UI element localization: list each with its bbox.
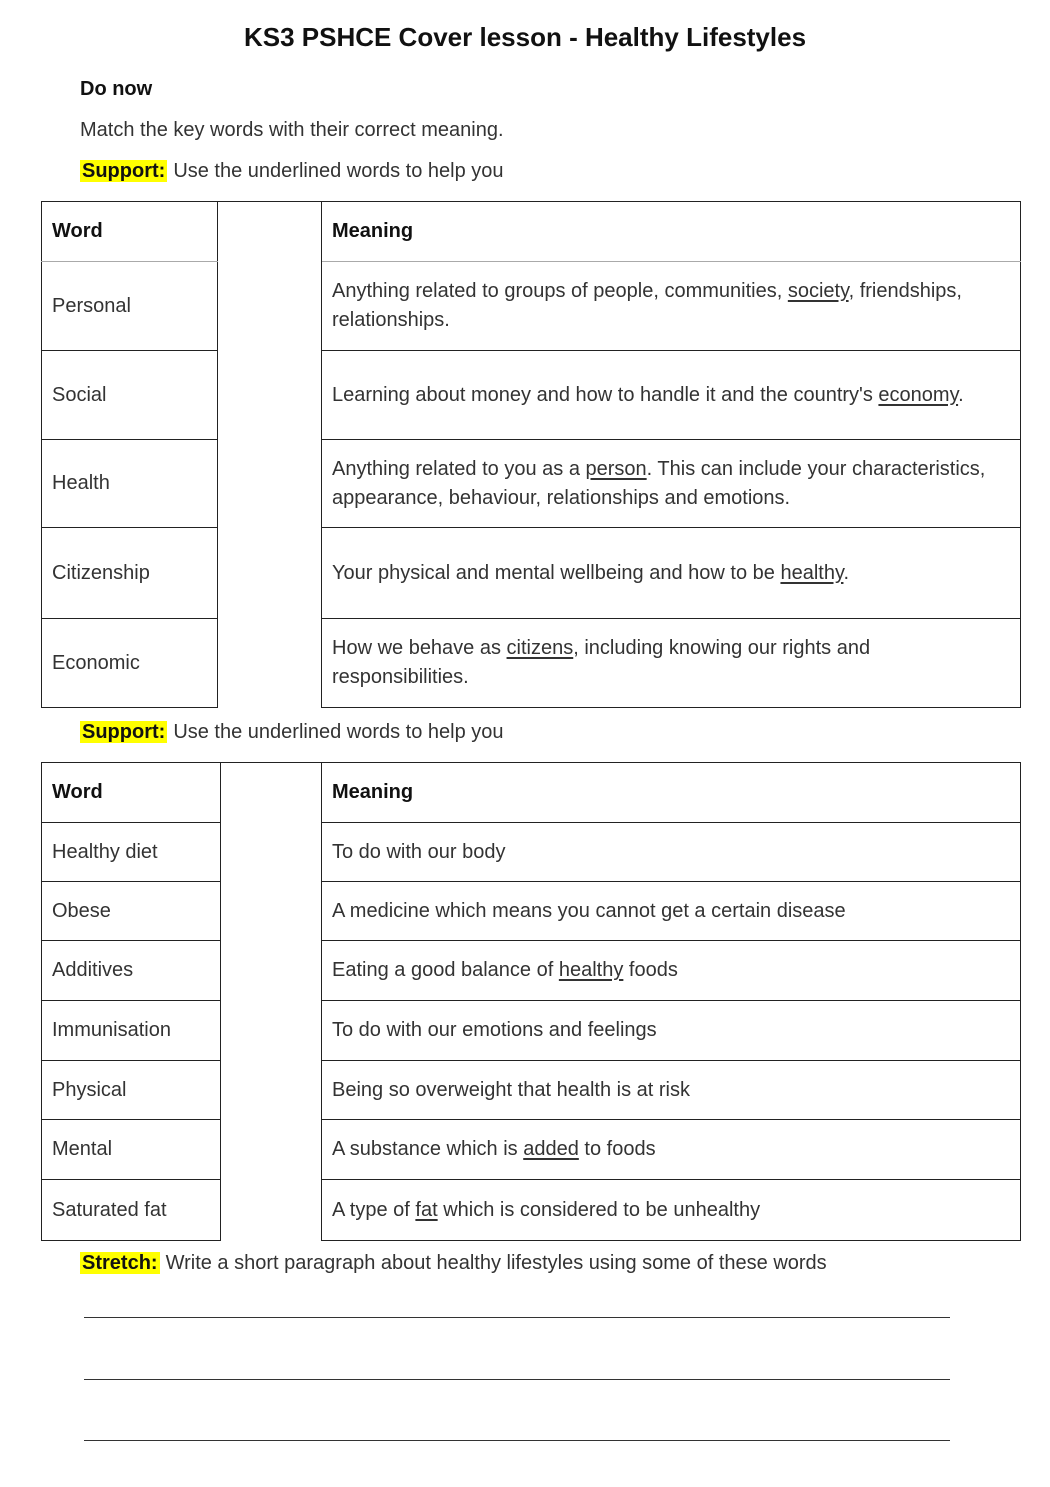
word-cell[interactable]: Saturated fat bbox=[42, 1180, 221, 1241]
word-cell[interactable]: Healthy diet bbox=[42, 823, 221, 882]
meaning-text: Anything related to you as a bbox=[332, 457, 586, 480]
header-meaning: Meaning bbox=[322, 202, 1021, 262]
table-row bbox=[42, 941, 1021, 1001]
answer-line[interactable] bbox=[84, 1440, 950, 1441]
underlined-keyword: healthy bbox=[558, 959, 624, 981]
underlined-keyword: citizens bbox=[506, 637, 574, 659]
meaning-cell[interactable] bbox=[322, 619, 1021, 708]
word-cell[interactable]: Economic bbox=[42, 619, 218, 708]
support-label: Support: bbox=[82, 160, 166, 182]
meaning-cell[interactable] bbox=[322, 440, 1021, 528]
table-row bbox=[42, 619, 1021, 708]
word-cell[interactable]: Obese bbox=[42, 882, 221, 941]
meaning-text: To do with our emotions and feelings bbox=[332, 1019, 657, 1041]
meaning-text: Being so overweight that health is at risk bbox=[332, 1078, 690, 1101]
meaning-cell[interactable] bbox=[322, 823, 1021, 882]
meaning-text: To do with our body bbox=[332, 840, 506, 863]
table-row bbox=[42, 823, 1021, 882]
meaning-cell[interactable] bbox=[322, 1061, 1021, 1120]
meaning-cell[interactable] bbox=[322, 351, 1021, 440]
meaning-cell[interactable] bbox=[322, 882, 1021, 941]
table-row bbox=[42, 1061, 1021, 1120]
table-row bbox=[42, 528, 1021, 619]
meaning-text-end: , including knowing our rights and responsibilities. bbox=[332, 637, 871, 688]
meaning-text: Your physical and mental wellbeing and how to be bbox=[332, 561, 781, 584]
underlined-keyword: society bbox=[787, 280, 849, 302]
meaning-text: How we behave as bbox=[332, 637, 507, 659]
matching-gap-column[interactable] bbox=[218, 202, 322, 708]
meaning-text-end: foods bbox=[623, 959, 678, 981]
answer-line[interactable] bbox=[84, 1317, 950, 1318]
meaning-text: A medicine which means you cannot get a certain disease bbox=[332, 899, 846, 922]
meaning-cell[interactable] bbox=[322, 1120, 1021, 1180]
answer-line[interactable] bbox=[84, 1379, 950, 1380]
table-row bbox=[42, 1120, 1021, 1180]
matching-gap-column[interactable] bbox=[221, 763, 322, 1241]
support-label: Support: bbox=[82, 721, 166, 743]
word-cell[interactable]: Health bbox=[42, 440, 218, 528]
do-now-instruction: Match the key words with their correct meaning. bbox=[80, 119, 504, 141]
support-text: Use the underlined words to help you bbox=[173, 160, 504, 182]
support-text: Use the underlined words to help you bbox=[173, 721, 504, 743]
meaning-text-end: to foods bbox=[578, 1138, 656, 1160]
meaning-text: A substance which is bbox=[332, 1138, 524, 1160]
table-row bbox=[42, 262, 1021, 351]
stretch-note bbox=[80, 1252, 827, 1275]
word-cell[interactable]: Physical bbox=[42, 1061, 221, 1120]
header-word: Word bbox=[42, 763, 221, 823]
table-header-row bbox=[42, 763, 1021, 823]
table-row bbox=[42, 440, 1021, 528]
underlined-keyword: economy bbox=[878, 383, 959, 406]
word-cell[interactable]: Mental bbox=[42, 1120, 221, 1180]
header-meaning: Meaning bbox=[322, 763, 1021, 823]
meaning-text-end: , friendships, relationships. bbox=[332, 280, 962, 331]
header-word: Word bbox=[42, 202, 218, 262]
meaning-cell[interactable] bbox=[322, 528, 1021, 619]
stretch-text: Write a short paragraph about healthy lifestyles using some of these words bbox=[165, 1252, 827, 1274]
keywords-table-2 bbox=[41, 762, 1021, 1241]
word-cell[interactable]: Immunisation bbox=[42, 1001, 221, 1061]
table-row bbox=[42, 351, 1021, 440]
meaning-text: Anything related to groups of people, communities, bbox=[332, 280, 788, 302]
meaning-text-end: which is considered to be unhealthy bbox=[437, 1198, 761, 1221]
meaning-text-end: . This can include your characteristics, appearance, behaviour, relationships and emotions. bbox=[332, 457, 986, 509]
word-cell[interactable]: Additives bbox=[42, 941, 221, 1001]
table-row bbox=[42, 1180, 1021, 1241]
meaning-text: A type of bbox=[332, 1198, 416, 1221]
support-note-1 bbox=[80, 160, 504, 183]
support-note-2 bbox=[80, 721, 504, 744]
meaning-text: Eating a good balance of bbox=[332, 959, 559, 981]
meaning-text-end: . bbox=[958, 383, 964, 406]
meaning-text: Learning about money and how to handle it and the country's bbox=[332, 383, 879, 406]
page-title: KS3 PSHCE Cover lesson - Healthy Lifestyles bbox=[243, 22, 807, 52]
table-row bbox=[42, 882, 1021, 941]
underlined-keyword: fat bbox=[415, 1198, 438, 1221]
word-cell[interactable]: Personal bbox=[42, 262, 218, 351]
do-now-heading: Do now bbox=[80, 78, 153, 100]
meaning-cell[interactable] bbox=[322, 941, 1021, 1001]
word-cell[interactable]: Social bbox=[42, 351, 218, 440]
underlined-keyword: person bbox=[585, 457, 647, 480]
stretch-label: Stretch: bbox=[82, 1252, 158, 1274]
meaning-text-end: . bbox=[843, 561, 850, 584]
meaning-cell[interactable] bbox=[322, 262, 1021, 351]
table-header-row bbox=[42, 202, 1021, 262]
underlined-keyword: healthy bbox=[780, 561, 844, 584]
meaning-cell[interactable] bbox=[322, 1180, 1021, 1241]
keywords-table-1 bbox=[41, 201, 1021, 708]
table-row bbox=[42, 1001, 1021, 1061]
word-cell[interactable]: Citizenship bbox=[42, 528, 218, 619]
underlined-keyword: added bbox=[523, 1138, 579, 1160]
meaning-cell[interactable] bbox=[322, 1001, 1021, 1061]
